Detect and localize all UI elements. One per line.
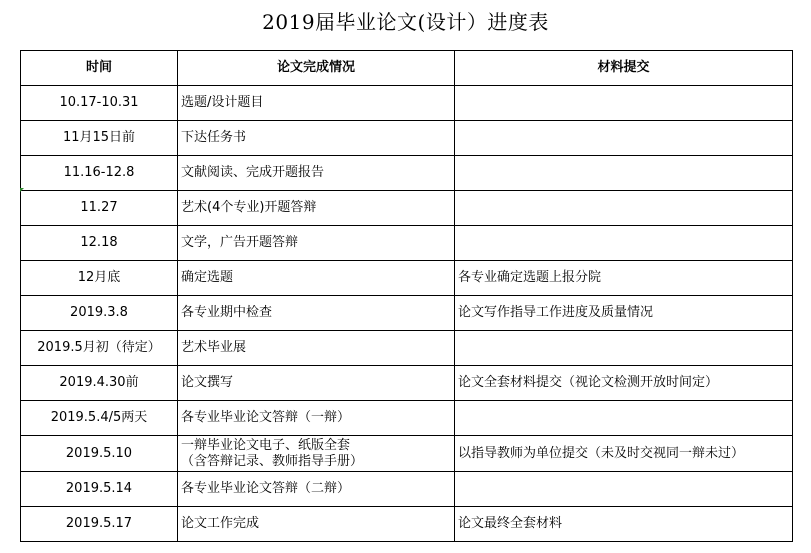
materials-cell [455,226,793,261]
status-cell: 论文工作完成 [178,507,455,542]
time-cell: 12.18 [21,226,178,261]
status-cell: 文学，广告开题答辩 [178,226,455,261]
column-header-materials: 材料提交 [455,51,793,86]
table-row [21,436,793,472]
status-cell: 论文撰写 [178,366,455,401]
status-cell: 艺术毕业展 [178,331,455,366]
materials-cell [455,331,793,366]
time-cell: 11.16-12.8 [21,156,178,191]
time-cell: 2019.3.8 [21,296,178,331]
time-cell: 10.17-10.31 [21,86,178,121]
page-title: 2019届毕业论文(设计）进度表 [262,10,549,34]
status-cell: 下达任务书 [178,121,455,156]
table-row [21,366,793,401]
table-row [21,331,793,366]
time-cell: 2019.5.10 [21,436,178,472]
status-cell [178,436,455,472]
time-cell: 2019.5.17 [21,507,178,542]
time-cell: 2019.4.30前 [21,366,178,401]
column-header-time: 时间 [21,51,178,86]
status-cell: 各专业毕业论文答辩（一辩） [178,401,455,436]
materials-cell [455,401,793,436]
materials-cell [455,191,793,226]
cell-comment-marker [20,188,24,192]
table-row [21,296,793,331]
status-cell: 各专业期中检查 [178,296,455,331]
table-row [21,191,793,226]
time-cell: 11月15日前 [21,121,178,156]
table-row [21,121,793,156]
materials-cell: 论文最终全套材料 [455,507,793,542]
time-cell: 11.27 [21,191,178,226]
status-cell: 确定选题 [178,261,455,296]
table-row [21,401,793,436]
time-cell: 2019.5.14 [21,472,178,507]
materials-cell [455,121,793,156]
table-row [21,261,793,296]
status-line: （含答辩记录、教师指导手册） [181,453,364,469]
status-cell: 各专业毕业论文答辩（二辩） [178,472,455,507]
materials-cell: 论文全套材料提交（视论文检测开放时间定） [455,366,793,401]
table-row [21,86,793,121]
materials-cell: 论文写作指导工作进度及质量情况 [455,296,793,331]
time-cell: 2019.5.4/5两天 [21,401,178,436]
table-row [21,226,793,261]
table-row [21,507,793,542]
materials-cell: 各专业确定选题上报分院 [455,261,793,296]
schedule-table [20,50,793,542]
status-cell: 选题/设计题目 [178,86,455,121]
table-row [21,156,793,191]
column-header-status: 论文完成情况 [178,51,455,86]
table-header-row [21,51,793,86]
status-line: 一辩毕业论文电子、纸版全套 [181,437,351,453]
materials-cell: 以指导教师为单位提交（未及时交视同一辩未过） [455,436,793,472]
time-cell: 2019.5月初（待定） [21,331,178,366]
status-cell: 艺术(4个专业)开题答辩 [178,191,455,226]
materials-cell [455,86,793,121]
status-cell: 文献阅读、完成开题报告 [178,156,455,191]
materials-cell [455,472,793,507]
time-cell: 12月底 [21,261,178,296]
materials-cell [455,156,793,191]
table-row [21,472,793,507]
